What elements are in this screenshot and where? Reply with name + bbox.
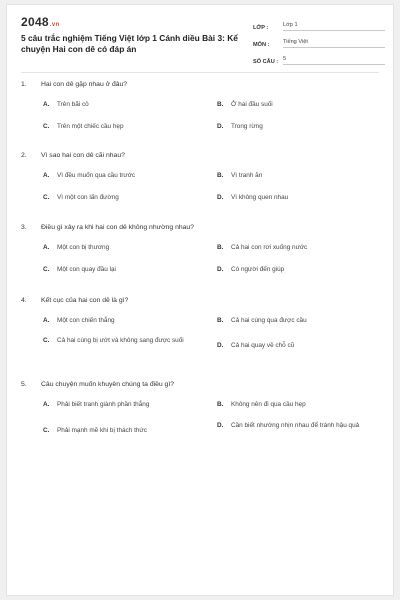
option-text: Một con chiến thắng [57, 317, 115, 324]
logo-domain: .vn [49, 22, 60, 28]
meta-label: SỐ CÂU : [253, 59, 279, 65]
meta-row-grade [253, 17, 385, 31]
option-a[interactable] [43, 400, 149, 409]
option-d[interactable] [217, 122, 263, 131]
option-d[interactable] [217, 193, 288, 202]
worksheet-meta [253, 17, 385, 68]
question-prompt: Câu chuyện muốn khuyên chúng ta điều gì? [41, 381, 175, 388]
option-letter: B. [217, 101, 224, 108]
option-b[interactable] [217, 100, 273, 109]
option-letter: B. [217, 317, 224, 324]
option-text: Một con bị thương [57, 244, 110, 251]
site-logo[interactable] [21, 15, 59, 29]
question-2 [21, 152, 381, 201]
option-letter: B. [217, 172, 224, 179]
option-text: Cả hai cùng qua được cầu [231, 317, 307, 324]
question-number: 3. [21, 224, 27, 231]
meta-value: 5 [283, 56, 385, 65]
question-prompt: Vì sao hai con dê cãi nhau? [41, 152, 125, 159]
question-number: 5. [21, 381, 27, 388]
question-5 [21, 381, 381, 434]
option-letter: C. [43, 337, 50, 344]
question-number: 4. [21, 297, 27, 304]
meta-row-subject [253, 34, 385, 48]
option-c[interactable] [43, 122, 124, 131]
question-text [21, 224, 381, 231]
option-d[interactable] [217, 421, 381, 430]
option-text: Cả hai quay về chỗ cũ [231, 342, 295, 349]
question-1 [21, 81, 381, 130]
option-c[interactable] [43, 193, 119, 202]
option-text: Không nên đi qua cầu hẹp [231, 401, 306, 408]
option-text: Vì một con lấn đường [57, 194, 119, 201]
option-letter: A. [43, 101, 50, 108]
question-text [21, 381, 381, 388]
question-prompt: Hai con dê gặp nhau ở đâu? [41, 81, 128, 88]
question-number: 2. [21, 152, 27, 159]
option-text: Cả hai cùng bị ướt và không sang được suối [57, 337, 184, 344]
question-prompt: Điều gì xảy ra khi hai con dê không nhường nhau? [41, 224, 194, 231]
option-a[interactable] [43, 100, 89, 109]
meta-row-count [253, 51, 385, 65]
option-b[interactable] [217, 400, 306, 409]
option-text: Trong rừng [231, 123, 263, 130]
option-letter: D. [217, 422, 224, 429]
option-letter: D. [217, 123, 224, 130]
worksheet-title: 5 câu trắc nghiệm Tiếng Việt lớp 1 Cánh diều Bài 3: Kể chuyện Hai con dê có đáp án [21, 33, 238, 54]
option-text: Một con quay đầu lại [57, 266, 116, 273]
option-b[interactable] [217, 243, 307, 252]
option-letter: A. [43, 317, 50, 324]
option-letter: C. [43, 123, 50, 130]
option-text: Ở hai đầu suối [231, 101, 273, 108]
option-d[interactable] [217, 265, 284, 274]
meta-label: MÔN : [253, 42, 270, 48]
option-letter: A. [43, 244, 50, 251]
option-c[interactable] [43, 426, 147, 435]
option-c[interactable] [43, 265, 116, 274]
option-letter: D. [217, 342, 224, 349]
option-text: Trên một chiếc cầu hẹp [57, 123, 124, 130]
question-prompt: Kết cục của hai con dê là gì? [41, 297, 129, 304]
option-a[interactable] [43, 316, 115, 325]
option-a[interactable] [43, 243, 109, 252]
option-a[interactable] [43, 171, 135, 180]
option-b[interactable] [217, 316, 307, 325]
option-text: Phải biết tranh giành phần thắng [57, 401, 150, 408]
question-4 [21, 297, 381, 349]
option-c[interactable] [43, 336, 207, 345]
question-text [21, 152, 381, 159]
worksheet-page [6, 4, 394, 596]
option-text: Trên bãi cỏ [57, 101, 89, 108]
question-3 [21, 224, 381, 273]
option-letter: D. [217, 266, 224, 273]
option-letter: D. [217, 194, 224, 201]
option-text: Phải mạnh mẽ khi bị thách thức [57, 427, 147, 434]
option-d[interactable] [217, 341, 294, 350]
question-number: 1. [21, 81, 27, 88]
option-letter: A. [43, 172, 50, 179]
meta-label: LỚP : [253, 25, 269, 31]
option-text: Vì đều muốn qua cầu trước [57, 172, 136, 179]
option-letter: A. [43, 401, 50, 408]
meta-value: Lớp 1 [283, 22, 385, 31]
meta-value: Tiếng Việt [283, 39, 385, 48]
option-text: Có người đến giúp [231, 266, 285, 273]
option-text: Cần biết nhường nhịn nhau để tránh hậu quả [231, 422, 360, 429]
option-letter: C. [43, 194, 50, 201]
option-text: Vì không quen nhau [231, 194, 289, 201]
option-letter: C. [43, 427, 50, 434]
question-text [21, 297, 381, 304]
question-text [21, 81, 381, 88]
option-letter: C. [43, 266, 50, 273]
option-text: Vì tranh ăn [231, 172, 263, 179]
option-text: Cả hai con rơi xuống nước [231, 244, 308, 251]
option-letter: B. [217, 244, 224, 251]
logo-number: 2048 [21, 15, 49, 29]
worksheet-header [7, 5, 393, 71]
option-b[interactable] [217, 171, 262, 180]
header-divider [21, 72, 379, 73]
option-letter: B. [217, 401, 224, 408]
